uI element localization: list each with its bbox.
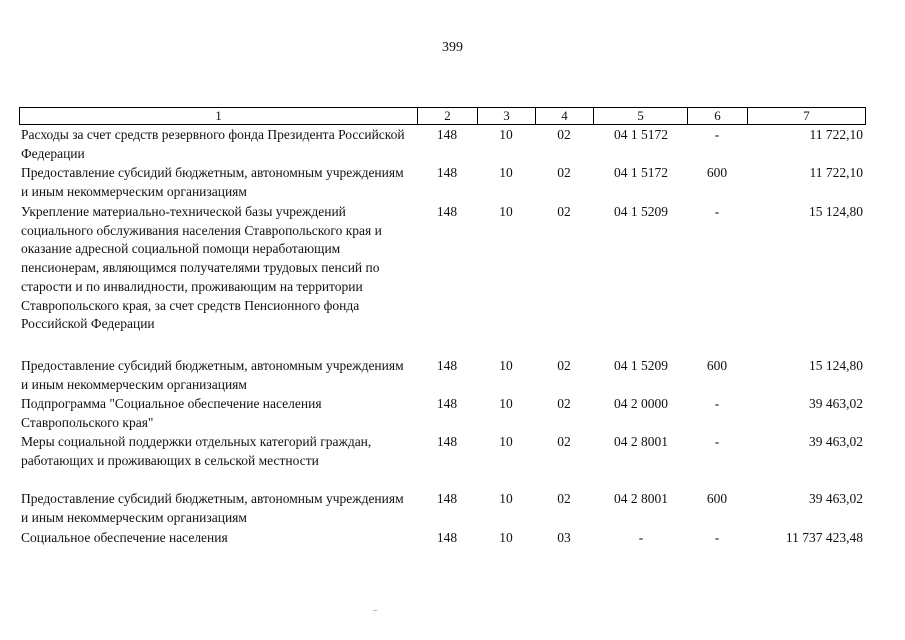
- cell-col-6: -: [714, 204, 720, 219]
- cell-amount: 39 463,02: [809, 396, 863, 411]
- row-name: Предоставление субсидий бюджетным, автономным учреждениям и иным некоммерческим организациям: [21, 165, 404, 199]
- cell-col-3: 10: [499, 204, 513, 219]
- scan-mark: [373, 610, 377, 611]
- table-row: [19, 126, 866, 164]
- header-cell-2: 2: [417, 107, 477, 125]
- cell-col-3: 10: [499, 491, 513, 506]
- table-header-row: [19, 107, 866, 125]
- cell-col-4: 02: [557, 396, 571, 411]
- cell-col-5: 04 2 0000: [614, 396, 668, 411]
- cell-col-6: -: [714, 434, 720, 449]
- row-name: Укрепление материально-технической базы учреждений социального обслуживания населения Ставропольского края и оказание адресной социальной помощи неработающим пенсионерам, являющимся получателями трудовых пенсий по старости и по инвалидности, проживающим на территории Ставропольского края, за счет средств Пенсионного фонда Российской Федерации: [21, 204, 382, 332]
- row-name: Предоставление субсидий бюджетным, автономным учреждениям и иным некоммерческим организациям: [21, 491, 404, 525]
- cell-col-5: 04 1 5172: [614, 165, 668, 180]
- row-name: Меры социальной поддержки отдельных категорий граждан, работающих и проживающих в сельской местности: [21, 434, 372, 468]
- table-body: [19, 126, 866, 549]
- cell-col-4: 02: [557, 165, 571, 180]
- row-name: Социальное обеспечение населения: [21, 530, 228, 545]
- cell-col-5: 04 1 5172: [614, 127, 668, 142]
- cell-col-2: 148: [436, 204, 458, 219]
- cell-col-4: 02: [557, 358, 571, 373]
- cell-col-6: -: [714, 127, 720, 142]
- cell-amount: 39 463,02: [809, 491, 863, 506]
- cell-col-3: 10: [499, 165, 513, 180]
- header-cell-5: 5: [593, 107, 687, 125]
- row-name: Предоставление субсидий бюджетным, автономным учреждениям и иным некоммерческим организациям: [21, 358, 404, 392]
- header-cell-3: 3: [477, 107, 535, 125]
- header-cell-4: 4: [535, 107, 593, 125]
- table-row: [19, 164, 866, 203]
- cell-amount: 15 124,80: [809, 204, 863, 219]
- header-cell-6: 6: [687, 107, 747, 125]
- header-cell-1: 1: [19, 107, 417, 125]
- cell-col-6: -: [714, 530, 720, 545]
- cell-col-2: 148: [436, 358, 458, 373]
- cell-col-4: 02: [557, 434, 571, 449]
- cell-col-2: 148: [436, 165, 458, 180]
- cell-amount: 11 737 423,48: [785, 530, 863, 545]
- table-row: [19, 395, 866, 433]
- cell-amount: 15 124,80: [809, 358, 863, 373]
- cell-col-2: 148: [436, 396, 458, 411]
- cell-amount: 11 722,10: [809, 127, 863, 142]
- cell-col-3: 10: [499, 434, 513, 449]
- cell-col-3: 10: [499, 358, 513, 373]
- cell-col-5: -: [638, 530, 644, 545]
- table-row: [19, 433, 866, 490]
- cell-col-5: 04 2 8001: [614, 434, 668, 449]
- cell-amount: 39 463,02: [809, 434, 863, 449]
- cell-amount: 11 722,10: [809, 165, 863, 180]
- cell-col-5: 04 1 5209: [614, 204, 668, 219]
- row-name: Подпрограмма "Социальное обеспечение населения Ставропольского края": [21, 396, 322, 430]
- cell-col-6: 600: [706, 358, 728, 373]
- table-row: [19, 490, 866, 529]
- table-row: [19, 357, 866, 395]
- cell-col-3: 10: [499, 396, 513, 411]
- page-number: 399: [442, 40, 463, 55]
- cell-col-2: 148: [436, 491, 458, 506]
- cell-col-4: 02: [557, 204, 571, 219]
- cell-col-2: 148: [436, 434, 458, 449]
- cell-col-3: 10: [499, 127, 513, 142]
- table-row: [19, 529, 866, 549]
- cell-col-6: -: [714, 396, 720, 411]
- cell-col-2: 148: [436, 127, 458, 142]
- cell-col-4: 03: [557, 530, 571, 545]
- cell-col-3: 10: [499, 530, 513, 545]
- cell-col-6: 600: [706, 165, 728, 180]
- cell-col-6: 600: [706, 491, 728, 506]
- row-name: Расходы за счет средств резервного фонда Президента Российской Федерации: [21, 127, 405, 161]
- cell-col-4: 02: [557, 491, 571, 506]
- header-cell-7: 7: [747, 107, 866, 125]
- cell-col-2: 148: [436, 530, 458, 545]
- table-row: [19, 203, 866, 357]
- cell-col-5: 04 2 8001: [614, 491, 668, 506]
- cell-col-5: 04 1 5209: [614, 358, 668, 373]
- cell-col-4: 02: [557, 127, 571, 142]
